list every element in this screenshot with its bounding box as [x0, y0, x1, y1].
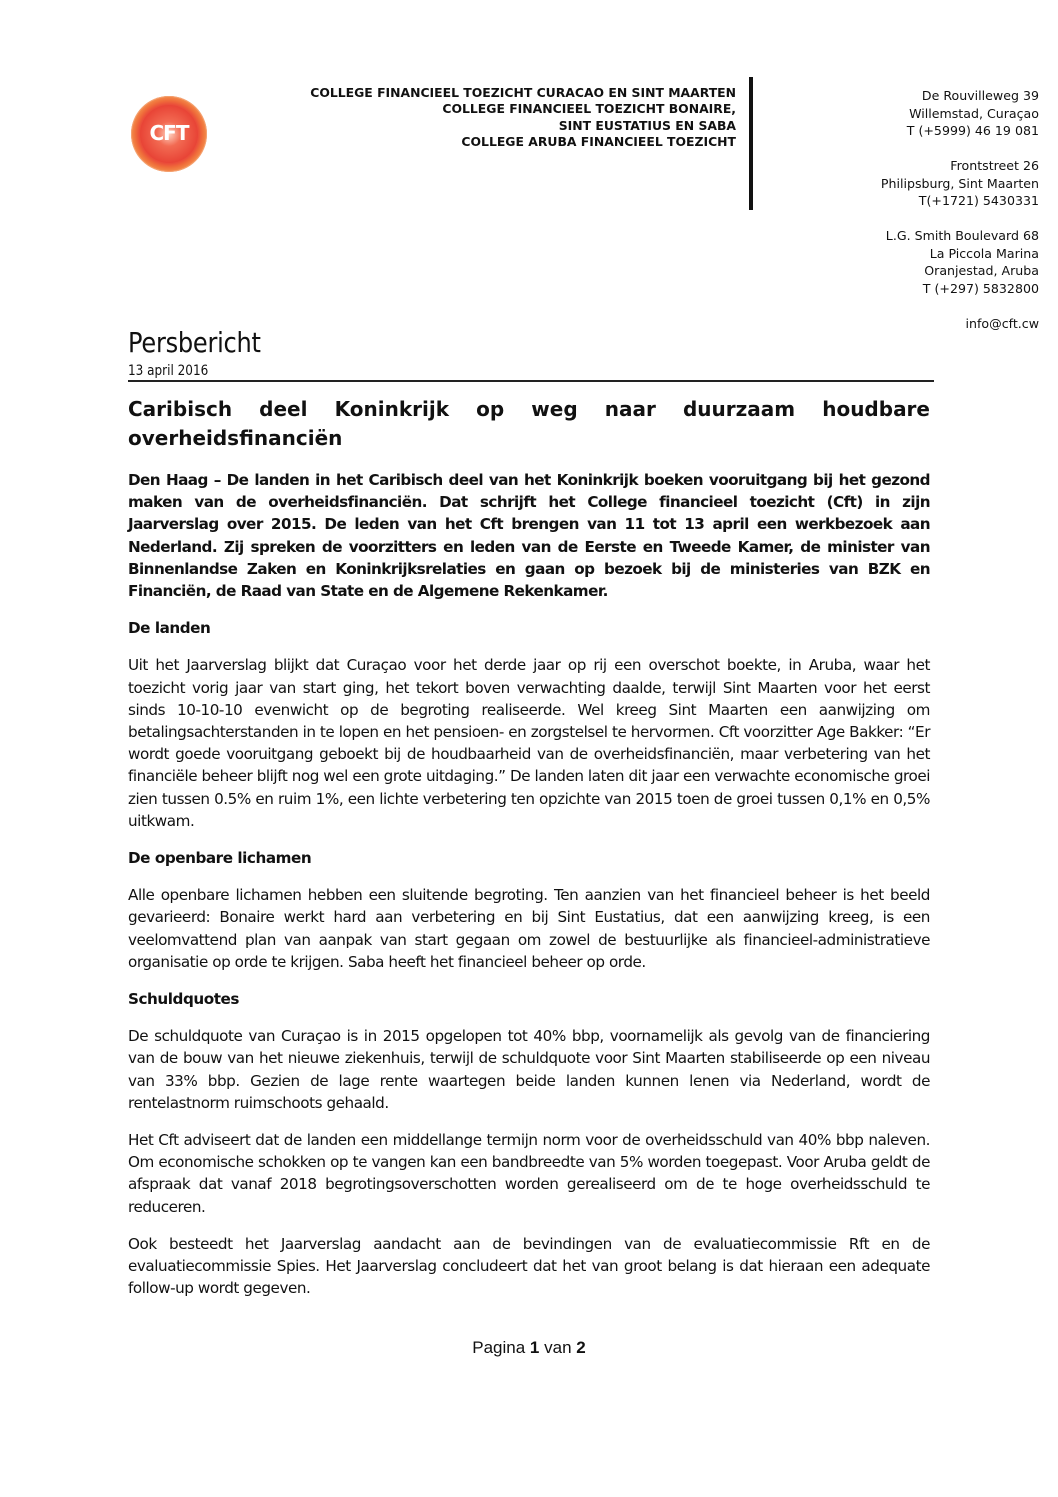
section-heading: De landen [128, 619, 211, 638]
address-line: L.G. Smith Boulevard 68 [885, 228, 1039, 243]
headline-line-1: Caribisch deel Koninkrijk op weg naar duurzaam houdbare [128, 397, 930, 421]
header-divider [749, 77, 753, 210]
section-body: Alle openbare lichamen hebben een sluitende begroting. Ten aanzien van het financieel beheer is het beeld gevarieerd: Bonaire werkt hard aan verbetering en bij Sint Eustatius, dat een aanwijzing kreeg, is een veelomvattend plan van aanpak van start gegaan om zowel de bestuurlijke als financieel-administratieve organisatie op orde te krijgen. Saba heeft het financieel beheer op orde. [128, 886, 930, 971]
current-page: 1 [529, 1338, 540, 1357]
section-heading: Schuldquotes [128, 990, 239, 1009]
phone-line: T (+5999) 46 19 081 [906, 123, 1039, 138]
article-body [128, 469, 930, 1315]
org-line: COLLEGE ARUBA FINANCIEEL TOEZICHT [461, 133, 736, 149]
section-body: Uit het Jaarverslag blijkt dat Curaçao voor het derde jaar op rij een overschot boekte, in Aruba, waar het toezicht vorig jaar van start ging, het tekort boven verwachting daalde, terwijl Sint Maarten voor het eerst sinds 10-10-10 evenwicht op de begroting realiseerde. Wel kreeg Sint Maarten een aanwijzing om betalingsachterstanden in te lopen en het pensioen- en zorgstelsel te hervormen. Cft voorzitter Age Bakker: “Er wordt goede vooruitgang geboekt bij de houdbaarheid van de overheidsfinanciën, maar verbetering van het financiële beheer blijft nog wel een grote uitdaging.” De landen laten dit jaar een verwachte economische groei zien tussen 0.5% en ruim 1%, een lichte verbetering ten opzichte van 2015 toen de groei tussen 0,1% en 0,5% uitkwam. [128, 656, 930, 830]
address-sint-maarten [881, 157, 1039, 210]
lead-paragraph: Den Haag – De landen in het Caribisch deel van het Koninkrijk boeken vooruitgang bij het gezond maken van de overheidsfinanciën. Dat schrijft het College financieel toezicht (Cft) in zijn Jaarverslag over 2015. De leden van het Cft brengen van 11 tot 13 april een werkbezoek aan Nederland. Zij spreken de voorzitters en leden van de Eerste en Tweede Kamer, de minister van Binnenlandse Zaken en Koninkrijksrelaties en gaan op bezoek bij de ministeries van BZK en Financiën, de Raad van State en de Algemene Rekenkamer. [128, 471, 930, 601]
page-label: Pagina [472, 1338, 526, 1357]
document-type-title: Persbericht [128, 326, 261, 359]
org-line: COLLEGE FINANCIEEL TOEZICHT BONAIRE, [442, 101, 736, 117]
headline-line-2: overheidsfinanciën [128, 426, 343, 450]
section-de-landen [128, 617, 930, 832]
org-line: SINT EUSTATIUS EN SABA [558, 117, 736, 133]
address-line: De Rouvilleweg 39 [921, 88, 1039, 103]
phone-line: T(+1721) 5430331 [918, 193, 1039, 208]
address-block [881, 87, 1039, 332]
org-line: COLLEGE FINANCIEEL TOEZICHT CURACAO EN SINT MAARTEN [310, 85, 736, 100]
cft-logo [131, 96, 207, 172]
paragraph: Het Cft adviseert dat de landen een middellange termijn norm voor de overheidsschuld van 40% bbp naleven. Om economische schokken op te vangen kan een bandbreedte van 5% worden toegepast. Voor Aruba geldt de afspraak dat vanaf 2018 begrotingsoverschotten worden gerealiseerd om de te hoge overheidsschuld te reduceren. [128, 1131, 930, 1216]
section-heading: De openbare lichamen [128, 849, 312, 868]
section-body: De schuldquote van Curaçao is in 2015 opgelopen tot 40% bbp, voornamelijk als gevolg van de financiering van de bouw van het nieuwe ziekenhuis, terwijl de schuldquote voor Sint Maarten stabiliseerde op een niveau van 33% bbp. Gezien de lage rente waartegen beide landen kunnen lenen via Nederland, wordt de rentelastnorm ruimschoots gehaald. [128, 1027, 930, 1112]
page-number [0, 1338, 1058, 1358]
section-openbare-lichamen [128, 847, 930, 973]
address-line: Willemstad, Curaçao [909, 105, 1039, 121]
title-rule [128, 380, 934, 382]
logo-text: CFT [149, 121, 189, 145]
address-line: Philipsburg, Sint Maarten [880, 175, 1039, 191]
of-label: van [544, 1338, 572, 1357]
address-line: Oranjestad, Aruba [924, 263, 1039, 278]
phone-line: T (+297) 5832800 [922, 280, 1039, 296]
email-link[interactable]: info@cft.cw [965, 315, 1039, 331]
address-aruba [881, 227, 1039, 297]
address-curacao [881, 87, 1039, 140]
headline [128, 395, 930, 453]
address-line: La Piccola Marina [929, 245, 1039, 261]
address-line: Frontstreet 26 [950, 158, 1039, 173]
organization-names [310, 85, 736, 150]
section-schuldquotes [128, 988, 930, 1114]
total-pages: 2 [576, 1338, 586, 1357]
paragraph: Ook besteedt het Jaarverslag aandacht aan de bevindingen van de evaluatiecommissie Rft en de evaluatiecommissie Spies. Het Jaarverslag concludeert dat het van groot belang is dat hieraan een adequate follow-up wordt gegeven. [128, 1234, 930, 1298]
document-date: 13 april 2016 [128, 363, 209, 379]
